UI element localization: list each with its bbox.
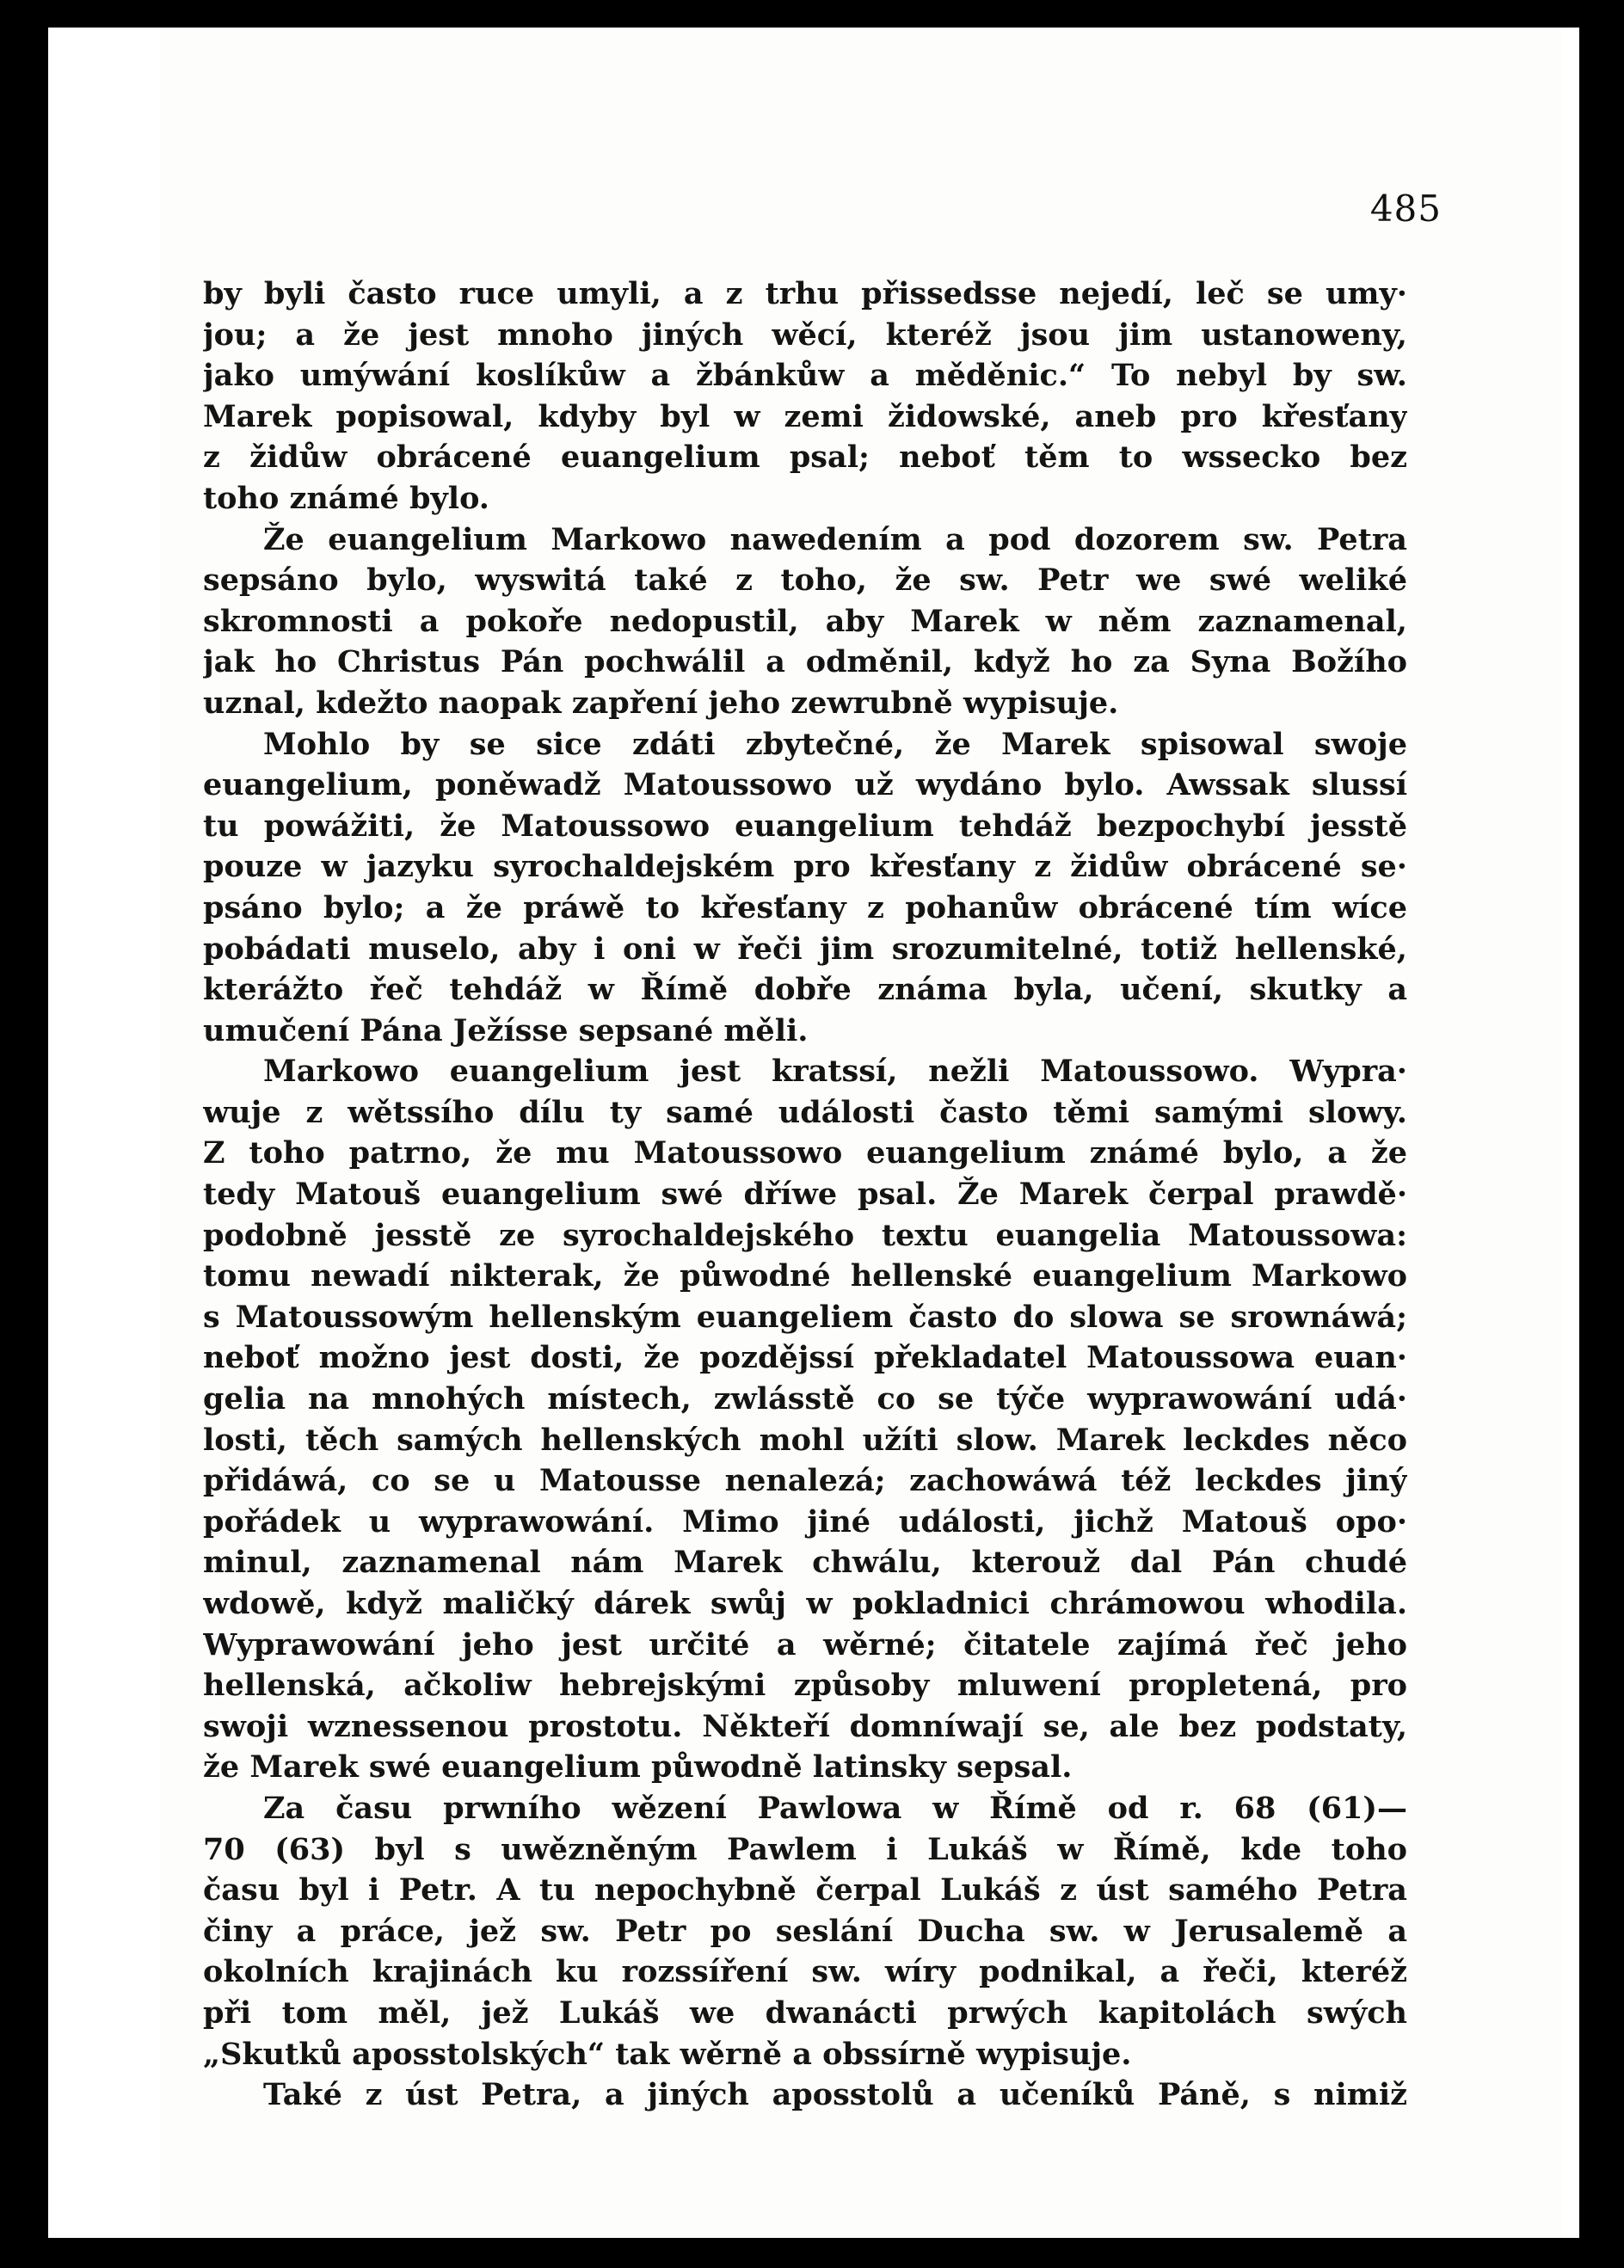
- text-line: přidáwá, co se u Matousse nenalezá; zachowáwá též leckdes jiný: [203, 1463, 1407, 1499]
- text-line: Z toho patrno, že mu Matoussowo euangelium známé bylo, a že: [203, 1135, 1407, 1171]
- text-line: uznal, kdežto naopak zapření jeho zewrubně wypisuje.: [203, 685, 1119, 721]
- text-line: toho známé bylo.: [203, 480, 489, 516]
- text-line: Wyprawowání jeho jest určité a wěrné; čitatele zajímá řeč jeho: [203, 1626, 1407, 1663]
- text-line: okolních krajinách ku rozssíření sw. wíry podnikal, a řeči, kteréž: [203, 1954, 1407, 1990]
- text-line: při tom měl, jež Lukáš we dwanácti prwých kapitolách swých: [203, 1994, 1407, 2031]
- text-line: losti, těch samých hellenských mohl užíti slow. Marek leckdes něco: [203, 1422, 1407, 1458]
- text-line: neboť možno jest dosti, že pozdějssí překladatel Matoussowa euan·: [203, 1340, 1407, 1376]
- text-line: swoji wznessenou prostotu. Někteří domníwají se, ale bez podstaty,: [203, 1708, 1407, 1744]
- text-line: jou; a že jest mnoho jiných wěcí, kteréž jsou jim ustanoweny,: [203, 317, 1407, 353]
- text-line: pobádati muselo, aby i oni w řeči jim srozumitelné, totiž hellenské,: [203, 931, 1407, 967]
- text-line: psáno bylo; a že práwě to křesťany z pohanůw obrácené tím wíce: [203, 889, 1407, 925]
- text-line: Marek popisowal, kdyby byl w zemi židowské, aneb pro křesťany: [203, 398, 1407, 434]
- text-line: Markowo euangelium jest kratssí, nežli Matoussowo. Wypra·: [263, 1054, 1407, 1090]
- text-line: euangelium, poněwadž Matoussowo už wydáno bylo. Awssak slussí: [203, 767, 1407, 803]
- text-line: jak ho Christus Pán pochwálil a odměnil, když ho za Syna Božího: [203, 644, 1407, 680]
- page-number: 485: [1369, 187, 1442, 230]
- text-line: Také z úst Petra, a jiných aposstolů a učeníků Páně, s nimiž: [263, 2077, 1407, 2113]
- text-line: wuje z wětssího dílu ty samé události často těmi samými slowy.: [203, 1094, 1407, 1130]
- text-line: hellenská, ačkoliw hebrejskými způsoby mluwení propletená, pro: [203, 1668, 1407, 1704]
- text-line: Že euangelium Markowo nawedením a pod dozorem sw. Petra: [263, 521, 1407, 557]
- scanned-page: [48, 28, 1579, 2238]
- text-line: tomu newadí nikterak, že půwodné hellenské euangelium Markowo: [203, 1258, 1407, 1294]
- text-line: činy a práce, jež sw. Petr po seslání Ducha sw. w Jerusalemě a: [203, 1913, 1407, 1949]
- text-line: tu powážiti, že Matoussowo euangelium tehdáž bezpochybí jesstě: [203, 808, 1407, 844]
- text-line: Mohlo by se sice zdáti zbytečné, že Marek spisowal swoje: [263, 726, 1407, 762]
- text-line: sepsáno bylo, wyswitá také z toho, že sw. Petr we swé weliké: [203, 562, 1407, 599]
- text-line: skromnosti a pokoře nedopustil, aby Marek w něm zaznamenal,: [203, 603, 1407, 639]
- text-line: 70 (63) byl s uwězněným Pawlem i Lukáš w Římě, kde toho: [203, 1831, 1407, 1867]
- text-line: tedy Matouš euangelium swé dříwe psal. Že Marek čerpal prawdě·: [203, 1177, 1407, 1213]
- text-line: času byl i Petr. A tu nepochybně čerpal Lukáš z úst samého Petra: [203, 1872, 1407, 1908]
- body-text: [203, 274, 1407, 2116]
- text-line: s Matoussowým hellenským euangeliem často do slowa se srownáwá;: [203, 1299, 1407, 1335]
- text-line: umučení Pána Ježísse sepsané měli.: [203, 1012, 809, 1048]
- text-line: pouze w jazyku syrochaldejském pro křesťany z židůw obrácené se·: [203, 849, 1407, 885]
- text-line: gelia na mnohých místech, zwlásstě co se týče wyprawowání udá·: [203, 1381, 1407, 1417]
- text-line: minul, zaznamenal nám Marek chwálu, kterouž dal Pán chudé: [203, 1545, 1407, 1581]
- text-line: Za času prwního wězení Pawlowa w Římě od r. 68 (61)—: [263, 1790, 1407, 1826]
- text-line: z židůw obrácené euangelium psal; neboť těm to wssecko bez: [203, 439, 1407, 476]
- text-line: pořádek u wyprawowání. Mimo jiné události, jichž Matouš opo·: [203, 1503, 1407, 1540]
- text-line: by byli často ruce umyli, a z trhu přissedsse nejedí, leč se umy·: [203, 276, 1407, 311]
- text-line: že Marek swé euangelium půwodně latinsky sepsal.: [203, 1749, 1073, 1786]
- text-line: jako umýwání koslíkůw a žbánkůw a měděnic.“ To nebyl by sw.: [203, 358, 1407, 394]
- text-line: kterážto řeč tehdáž w Římě dobře známa byla, učení, skutky a: [203, 972, 1407, 1008]
- text-line: „Skutků aposstolských“ tak wěrně a obssírně wypisuje.: [203, 2036, 1132, 2072]
- text-line: podobně jesstě ze syrochaldejského textu euangelia Matoussowa:: [203, 1217, 1407, 1253]
- text-line: wdowě, když maličký dárek swůj w pokladnici chrámowou whodila.: [203, 1586, 1407, 1621]
